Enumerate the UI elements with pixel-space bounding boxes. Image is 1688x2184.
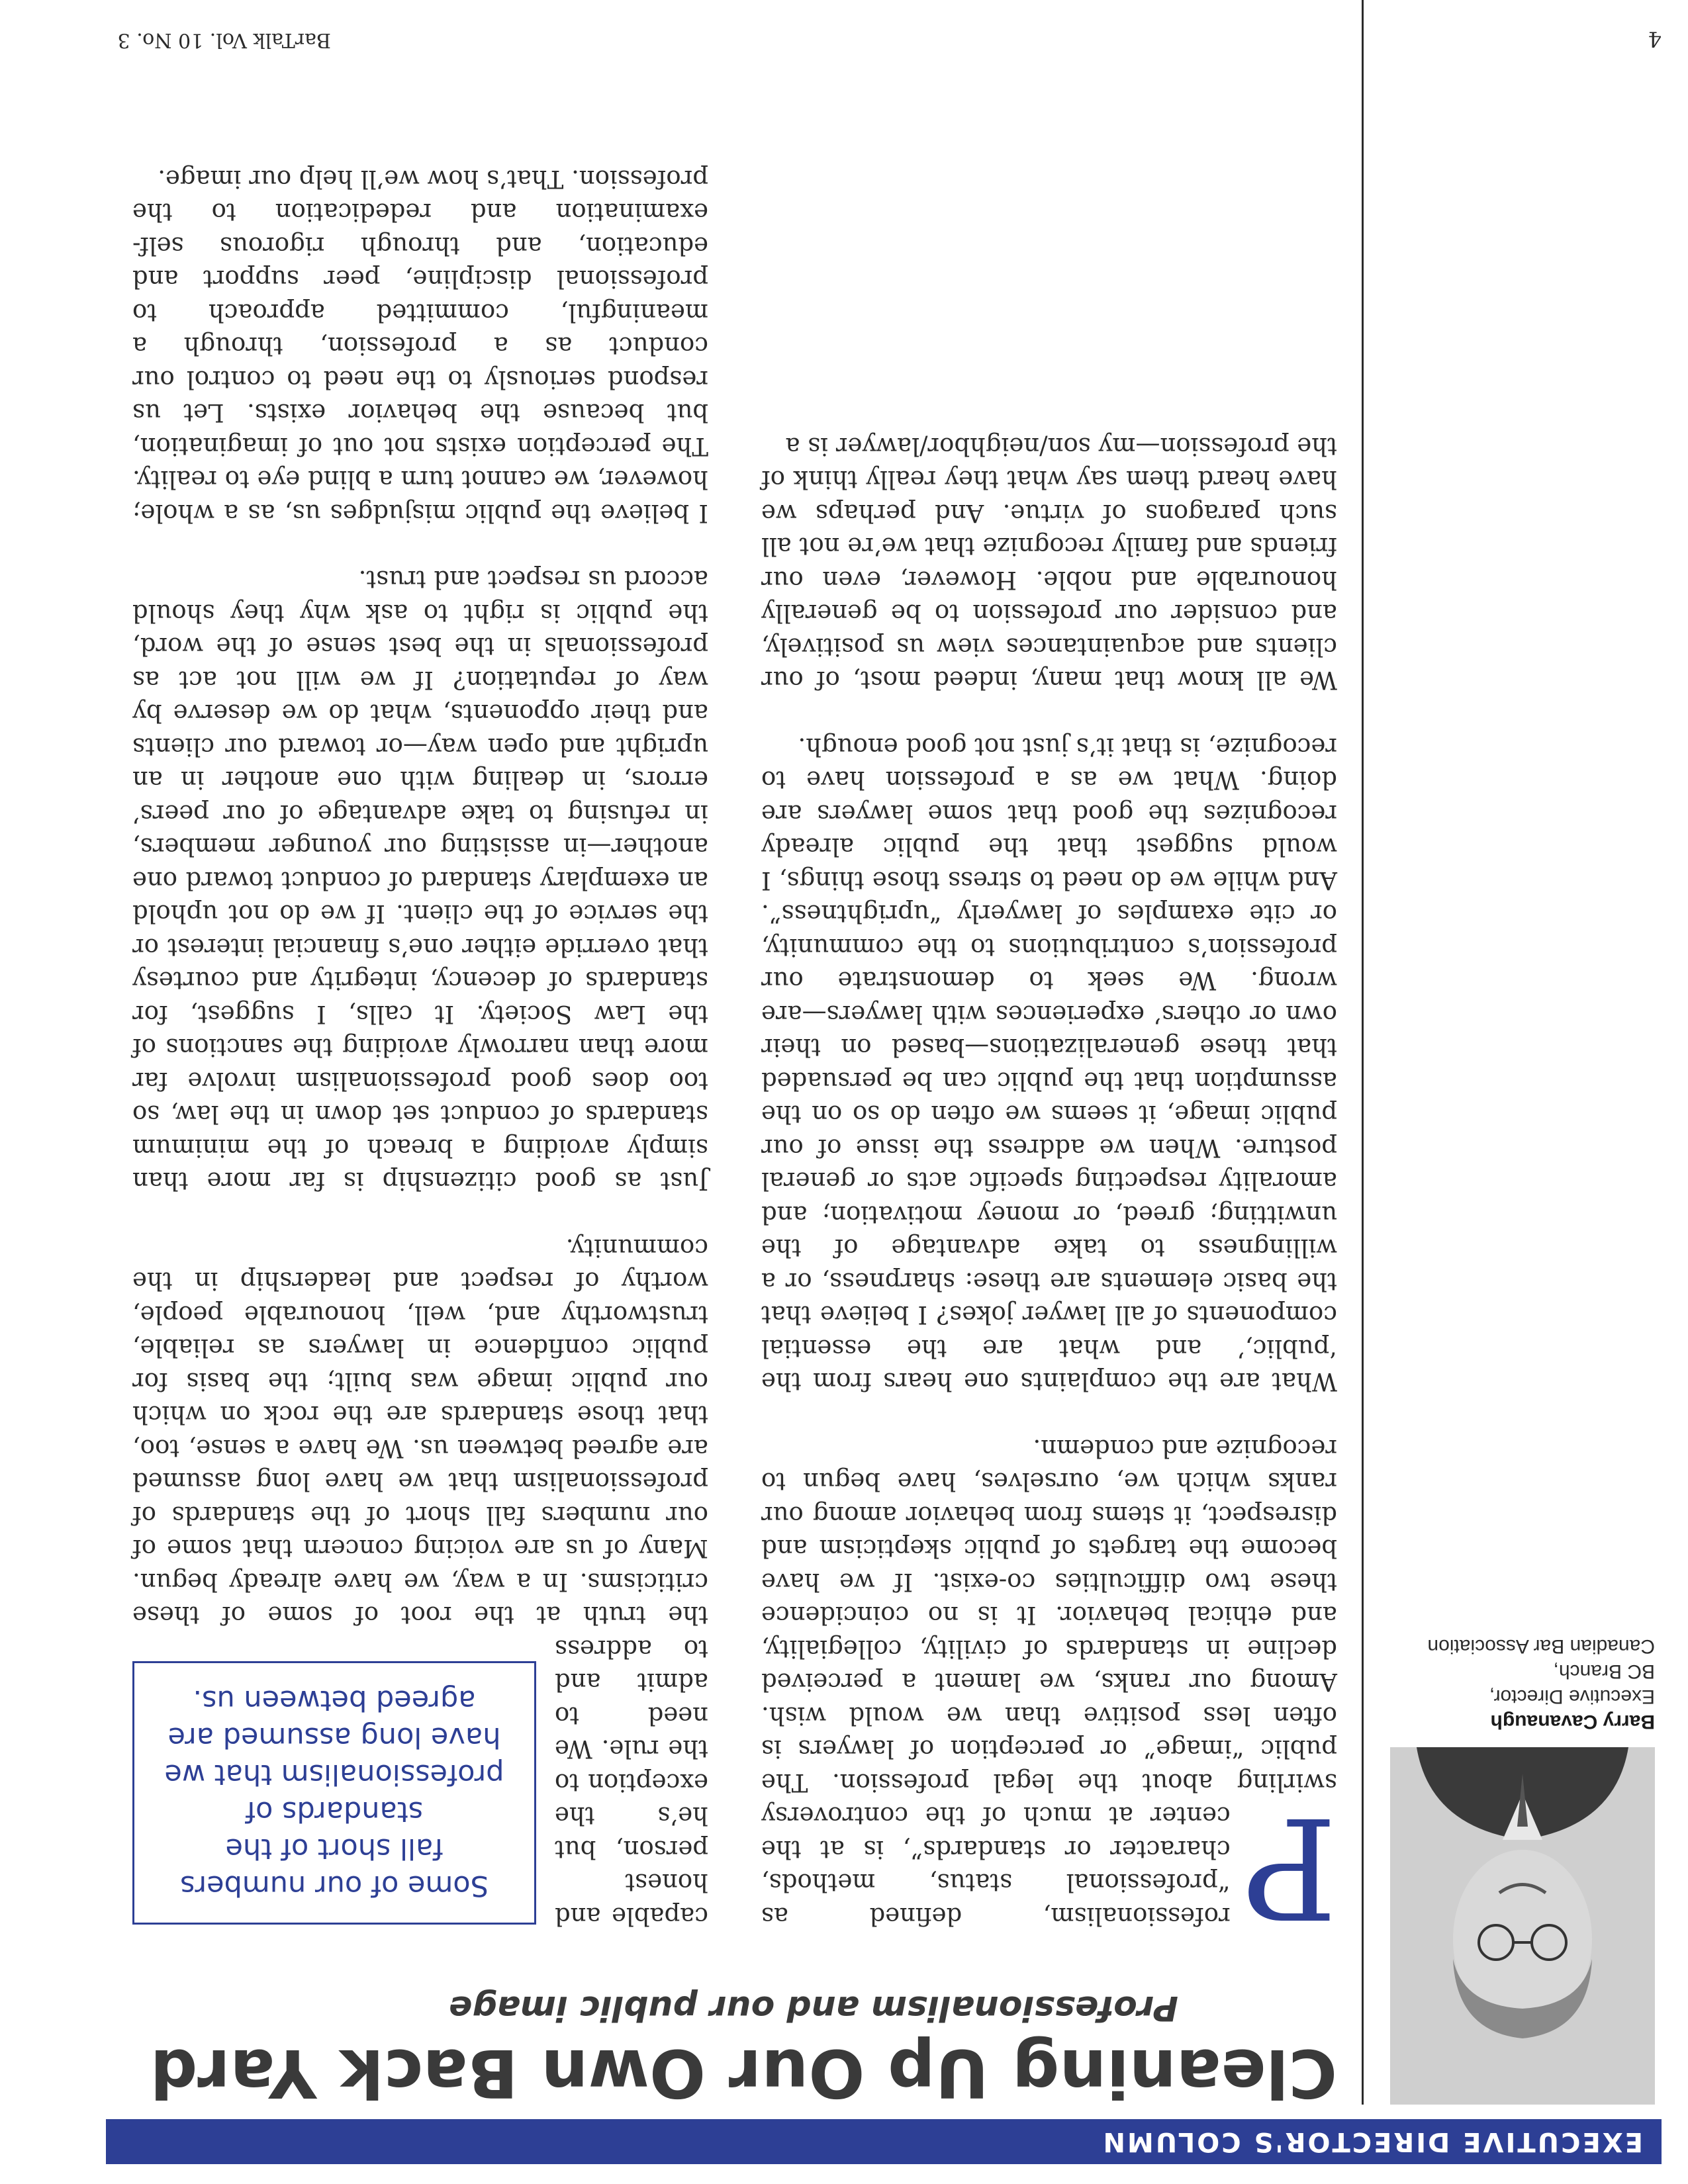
paragraph: Some of our numbers fall short of the standards of professionalism that we have long assumed are agreed between us. capable and honest person, but he’s the exception to the rule. We need to admit and to address the truth at the root of some of these criticisms. In a way, we have already begun. Many of us are voicing concern that some of our numbers fall short of the standards of professionalism that we have long assumed are agreed between us. We have a sense, too, that those standards are the rock on which our public image was built; the basis for public confidence in lawyers as reliable, trustworthy and, well, honourable people, worthy of respect and leadership in the community. (132, 1234, 708, 1931)
paragraph: We all know that many, indeed most, of our clients and acquaintances view us positively, and consider our profession to be generally honourable and noble. However, even our friends and family recognize that we’re not all such paragons of virtue. And perhaps we have heard them say what they really think of the profession—my son/neighbor/lawyer is a (761, 432, 1337, 695)
author-portrait-icon (1390, 1747, 1655, 2105)
author-name: Barry Cavanaugh (1490, 1711, 1655, 1733)
paragraph: What are the complaints one hears from the ‘public,’ and what are the essential components of all lawyer jokes? I believe that the basic elements are these: sharpness, or a willingness to take advantage of the unwitting; greed, or money motivation; and amorality respecting specific acts or general posture. When we address the issue of our public image, it seems we often do so on the assumption that the public can be persuaded that these generalizations—based on their own or others’ experiences with lawyers—are wrong. We seek to demonstrate our profession’s contributions to the community, or cite examples of lawyerly “uprightness”. And while we do need to stress those things, I would suggest that the public already recognizes the good that some lawyers are doing. What we as a profession have to recognize, is that it’s just not good enough. (761, 733, 1337, 1396)
author-organization: Canadian Bar Association (1427, 1635, 1655, 1657)
author-byline (1390, 1633, 1655, 1734)
drop-cap: P (1243, 1786, 1337, 1948)
paragraph: I believe the public misjudges us, as a whole; however, we cannot turn a blind eye to reality. The perception exists not out of imagination, but because the behavior exists. Let us respond seriously to the need to control our conduct as a profession, through a meaningful, committed approach to professional discipline, peer support and education, and through rigorous self-examination and rededication to the profession. That’s how we’ll help our image. (132, 165, 708, 527)
paragraph: Just as good citizenship is far more than simply avoiding a breach of the minimum standards of conduct set down in the law, so too does good professionalism involve far more than narrowly avoiding the sanctions of the Law Society. It calls, I suggest, for standards of decency, integrity and courtesy that override either one’s financial interest or the service of the client. If we do not uphold an exemplary standard of conduct toward one another—in assisting our younger members, in refusing to take advantage of our peers’ errors, in dealing with one another in an upright and open way—or toward our clients and their opponents, what do we deserve by way of reputation? If we will not act as professionals in the best sense of the word, the public is right to ask why they should accord us respect and trust. (132, 565, 708, 1196)
article-column-right (132, 129, 708, 1933)
page-number: 4 (1648, 26, 1662, 52)
author-photo (1390, 1747, 1655, 2105)
column-divider (1362, 0, 1364, 2105)
author-role: Executive Director, (1489, 1686, 1655, 1707)
paragraph: P rofessionalism, defined as “professional status, methods, character or standards”, is at the center at much of the controversy swirling about the legal profession. The public “image” or perception of lawyers is often less positive than we would wish. Among our ranks, we lament a perceived decline in standards of civility, collegiality, and ethical behavior. It is no coincidence these two difficulties co-exist. If we have become the targets of public skepticism and disrespect, it stems from behavior among our ranks which we, ourselves, have begun to recognize and condemn. (761, 1434, 1337, 1948)
pull-quote: Some of our numbers fall short of the standards of professionalism that we have long assumed are agreed between us. (132, 1661, 536, 1925)
issue-label: BarTalk Vol. 10 No. 3 (117, 28, 331, 52)
article-subtitle: Professionalism and our public image (449, 1988, 1178, 2028)
article-title: Cleaning Up Our Own Back Yard (150, 2034, 1337, 2112)
author-branch: BC Branch, (1553, 1661, 1655, 1682)
section-header: EXECUTIVE DIRECTOR'S COLUMN (106, 2119, 1662, 2164)
article-column-left (761, 396, 1337, 1948)
